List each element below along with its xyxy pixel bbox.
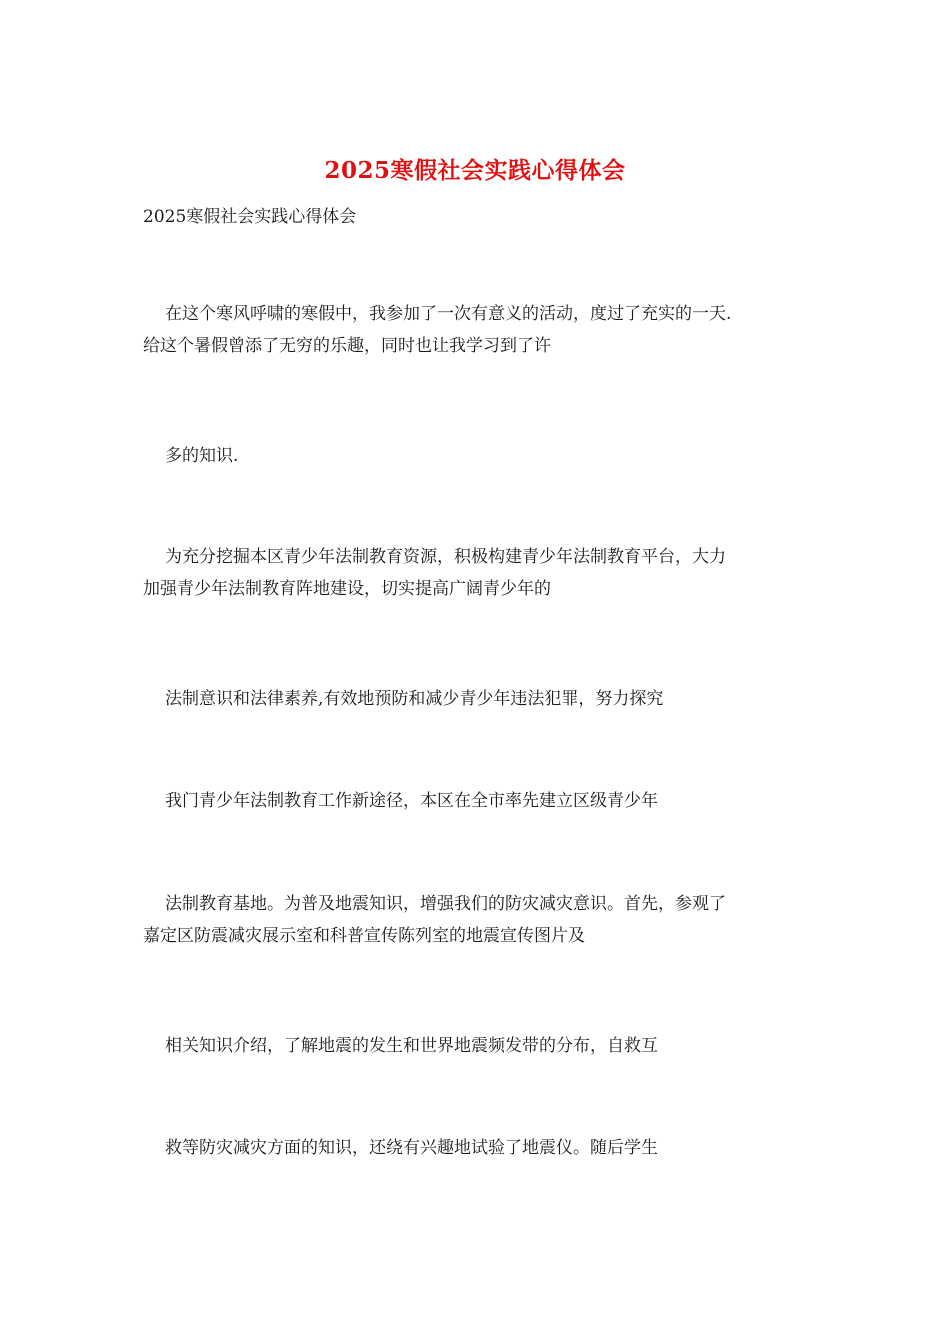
paragraph-line: 法制教育基地。为普及地震知识，增强我们的防灾减灾意识。首先，参观了 [165,894,726,914]
paragraph [143,683,813,715]
paragraph-line: 为充分挖掘本区青少年法制教育资源，积极构建青少年法制教育平台，大力 [165,547,726,567]
paragraph-line: 嘉定区防震减灾展示室和科普宣传陈列室的地震宣传图片及 [143,926,585,946]
document-title: 2025寒假社会实践心得体会 [324,157,626,184]
paragraph-line: 救等防灾减灾方面的知识，还绕有兴趣地试验了地震仪。随后学生 [165,1138,658,1158]
paragraph-line: 给这个暑假曾添了无穷的乐趣，同时也让我学习到了许 [143,336,551,356]
paragraph-line: 在这个寒风呼啸的寒假中，我参加了一次有意义的活动，度过了充实的一天. [165,304,732,324]
paragraph [143,298,813,362]
document-subtitle: 2025寒假社会实践心得体会 [143,207,357,227]
paragraph-line: 加强青少年法制教育阵地建设，切实提高广阔青少年的 [143,579,551,599]
paragraph [143,440,813,472]
paragraph-line: 相关知识介绍，了解地震的发生和世界地震频发带的分布，自救互 [165,1036,658,1056]
paragraph [143,541,813,605]
paragraph [143,888,813,952]
paragraph [143,1030,813,1062]
paragraph [143,785,813,817]
paragraph [143,1132,813,1164]
paragraph-line: 法制意识和法律素养,有效地预防和减少青少年违法犯罪，努力探究 [165,689,664,709]
paragraph-line: 我门青少年法制教育工作新途径，本区在全市率先建立区级青少年 [165,791,658,811]
paragraph-line: 多的知识. [165,446,239,466]
